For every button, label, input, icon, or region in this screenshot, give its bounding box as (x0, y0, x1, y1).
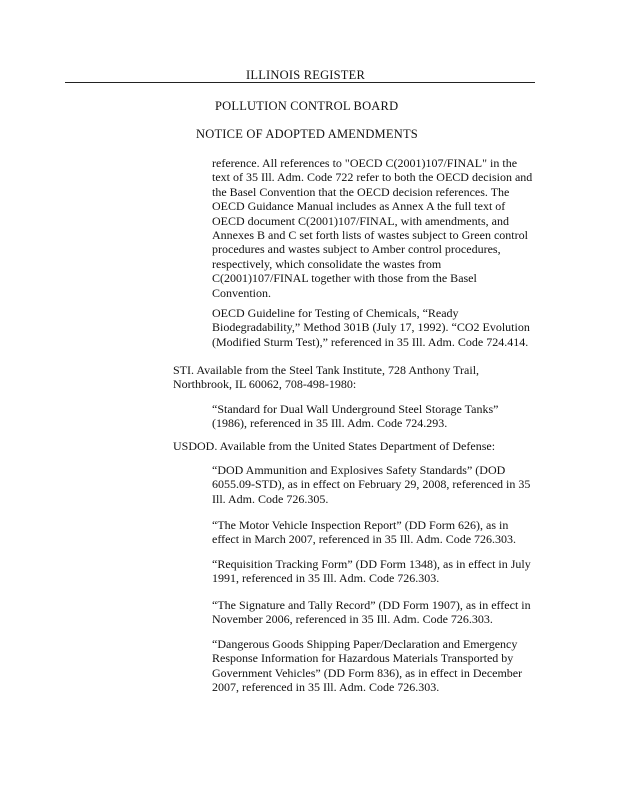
paragraph-oecd-reference (212, 156, 532, 300)
paragraph-sti-standard (212, 402, 498, 431)
text-line: Biodegradability,” Method 301B (July 17, 1992). “CO2 Evolution (212, 320, 530, 335)
text-line: reference. All references to "OECD C(2001)107/FINAL" in the (212, 156, 518, 170)
paragraph-usdod (173, 439, 495, 453)
text-line: OECD Guidance Manual includes as Annex A the full text of (212, 199, 506, 214)
text-line: November 2006, referenced in 35 Ill. Adm. Code 726.303. (212, 612, 493, 627)
paragraph-signature-tally (212, 598, 531, 627)
text-line: Convention. (212, 285, 271, 300)
register-title: ILLINOIS REGISTER (246, 68, 366, 82)
text-line: USDOD. Available from the United States Department of Defense: (173, 439, 496, 453)
text-line: 1991, referenced in 35 Ill. Adm. Code 726.303. (212, 571, 440, 586)
text-line: OECD Guideline for Testing of Chemicals, “Ready (212, 306, 459, 320)
text-line: “The Motor Vehicle Inspection Report” (DD Form 626), as in (212, 518, 509, 532)
notice-title: NOTICE OF ADOPTED AMENDMENTS (196, 127, 418, 141)
text-line: the Basel Convention that the OECD decision references. The (212, 184, 510, 199)
text-line: procedures and wastes subject to Amber control procedures, (212, 242, 501, 257)
paragraph-dangerous-goods (212, 637, 522, 695)
text-line: STI. Available from the Steel Tank Institute, 728 Anthony Trail, (173, 363, 480, 377)
text-line: 2007, referenced in 35 Ill. Adm. Code 726.303. (212, 680, 440, 695)
text-line: Northbrook, IL 60062, 708-498-1980: (173, 377, 357, 392)
header-rule (65, 82, 535, 83)
text-line: Response Information for Hazardous Materials Transported by (212, 651, 514, 666)
text-line: Ill. Adm. Code 726.305. (212, 491, 329, 506)
text-line: text of 35 Ill. Adm. Code 722 refer to both the OECD decision and (212, 170, 533, 185)
text-line: 6055.09-STD), as in effect on February 29, 2008, referenced in 35 (212, 477, 531, 492)
text-line: Annexes B and C set forth lists of wastes subject to Green control (212, 228, 528, 243)
text-line: respectively, which consolidate the wastes from (212, 256, 442, 271)
paragraph-motor-vehicle (212, 518, 516, 547)
paragraph-dod-ammunition (212, 463, 530, 506)
text-line: “Dangerous Goods Shipping Paper/Declaration and Emergency (212, 637, 518, 651)
text-line: effect in March 2007, referenced in 35 Ill. Adm. Code 726.303. (212, 532, 517, 547)
text-line: “DOD Ammunition and Explosives Safety Standards” (DOD (212, 463, 506, 477)
paragraph-oecd-guideline (212, 306, 530, 349)
text-line: (Modified Sturm Test),” referenced in 35 Ill. Adm. Code 724.414. (212, 334, 529, 349)
text-line: Government Vehicles” (DD Form 836), as in effect in December (212, 665, 523, 680)
board-title: POLLUTION CONTROL BOARD (215, 99, 399, 113)
text-line: “The Signature and Tally Record” (DD Form 1907), as in effect in (212, 598, 531, 612)
text-line: (1986), referenced in 35 Ill. Adm. Code 724.293. (212, 416, 448, 431)
text-line: “Requisition Tracking Form” (DD Form 1348), as in effect in July (212, 557, 531, 571)
paragraph-sti (173, 363, 479, 392)
text-line: “Standard for Dual Wall Underground Steel Storage Tanks” (212, 402, 499, 416)
text-line: OECD document C(2001)107/FINAL, with amendments, and (212, 213, 509, 228)
text-line: C(2001)107/FINAL together with those from the Basel (212, 271, 477, 286)
paragraph-requisition (212, 557, 531, 586)
